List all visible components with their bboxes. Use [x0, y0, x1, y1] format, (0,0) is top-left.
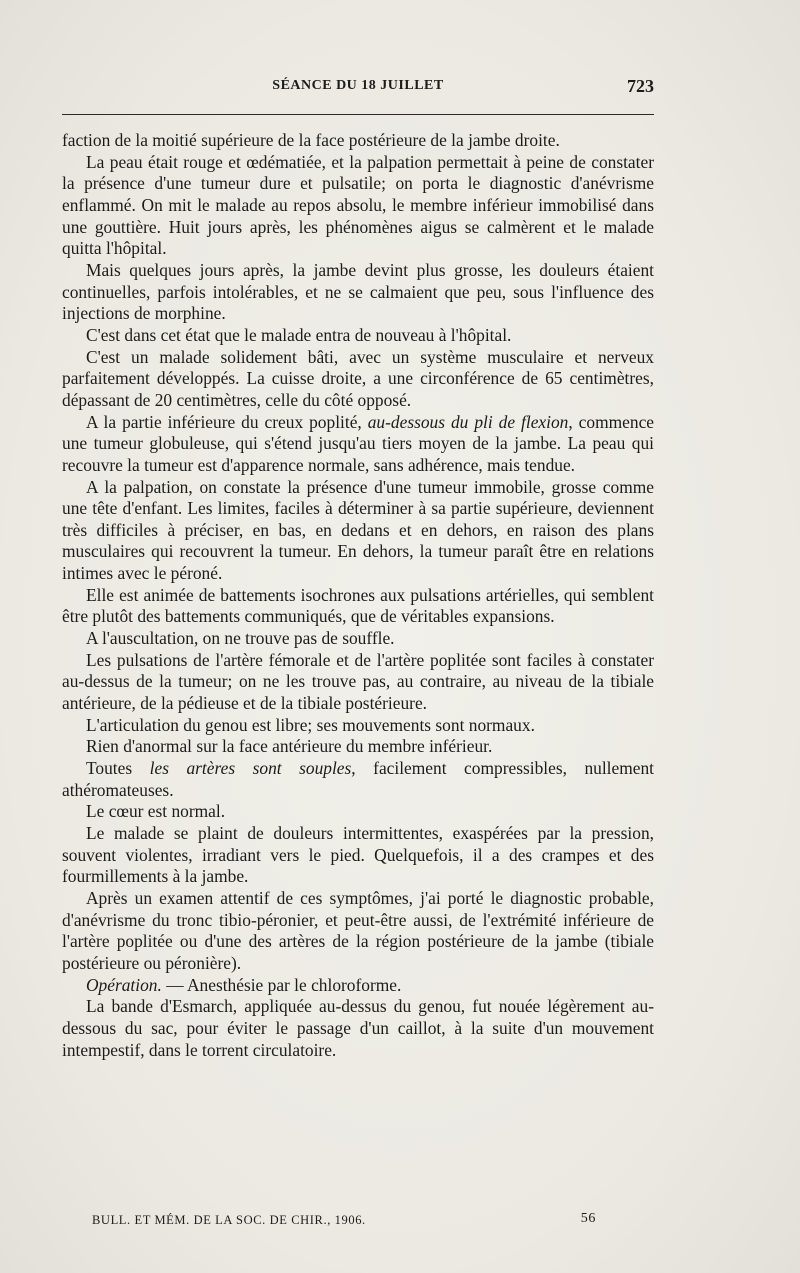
- signature-mark: 56: [580, 1211, 596, 1226]
- page-number: 723: [627, 76, 654, 96]
- paragraph: [62, 823, 654, 888]
- text-run: Le cœur est normal.: [86, 801, 226, 822]
- paragraph: [62, 347, 654, 412]
- body-text: [62, 130, 654, 1061]
- text-run: , commence une tumeur globuleuse, qui s'étend jusqu'au tiers moyen de la jambe. La peau qui recouvre la tumeur est d'apparence normale, sans adhérence, mais tendue.: [62, 411, 655, 475]
- paragraph: [62, 736, 654, 758]
- paragraph: [62, 888, 654, 975]
- paragraph: [62, 130, 654, 152]
- text-run: L'articulation du genou est libre; ses mouvements sont normaux.: [86, 714, 535, 735]
- text-run: Les pulsations de l'artère fémorale et de l'artère poplitée sont faciles à constater au-dessus de la tumeur; on ne les trouve pas, au contraire, au niveau de la tibiale antérieure, de la pédieuse et de la tibiale postérieure.: [62, 649, 654, 714]
- paragraph: [62, 996, 654, 1061]
- paragraph: [62, 412, 654, 477]
- header-rule: [62, 114, 654, 115]
- text-run: Toutes: [86, 758, 150, 779]
- text-run: Le malade se plaint de douleurs intermittentes, exaspérées par la pression, souvent violentes, irradiant vers le pied. Quelquefois, il a des crampes et des fourmillements à la jambe.: [62, 823, 654, 887]
- italic-text: Opération.: [86, 974, 162, 995]
- text-run: Elle est animée de battements isochrones aux pulsations artérielles, qui semblent être plutôt des battements communiqués, que de véritables expansions.: [62, 584, 654, 627]
- text-run: Rien d'anormal sur la face antérieure du membre inférieur.: [86, 736, 493, 757]
- paragraph: [62, 628, 654, 650]
- paragraph: [62, 585, 654, 628]
- text-run: A la partie inférieure du creux poplité,: [86, 411, 368, 432]
- paragraph: [62, 477, 654, 585]
- text-run: C'est dans cet état que le malade entra de nouveau à l'hôpital.: [86, 324, 512, 345]
- running-head: SÉANCE DU 18 JUILLET: [272, 78, 444, 93]
- page-footer: [92, 1213, 654, 1228]
- paragraph: [62, 715, 654, 737]
- text-run: Après un examen attentif de ces symptômes, j'ai porté le diagnostic probable, d'anévrisme du tronc tibio-péronier, et peut-être aussi, de l'extrémité inférieure de l'artère poplitée ou d'une des artères de la région postérieure de la jambe (tibiale postérieure ou péronière).: [62, 887, 654, 973]
- paragraph: [62, 325, 654, 347]
- paragraph: [62, 975, 654, 997]
- footer-citation: BULL. ET MÉM. DE LA SOC. DE CHIR., 1906.: [92, 1213, 366, 1227]
- text-run: A la palpation, on constate la présence d'une tumeur immobile, grosse comme une tête d'enfant. Les limites, faciles à déterminer à sa partie supérieure, deviennent très difficiles à préciser, en bas, en dedans et en dehors, en raison des plans musculaires qui recouvrent la tumeur. En dehors, la tumeur paraît être en relations intimes avec le péroné.: [62, 476, 654, 584]
- italic-text: les artères sont souples: [149, 758, 352, 779]
- text-run: Mais quelques jours après, la jambe devint plus grosse, les douleurs étaient continuelles, parfois intolérables, et ne se calmaient que peu, sous l'influence des injections de morphine.: [62, 259, 654, 324]
- text-run: C'est un malade solidement bâti, avec un système musculaire et nerveux parfaitement développés. La cuisse droite, a une circonférence de 65 centimètres, dépassant de 20 centimètres, celle du côté opposé.: [62, 346, 654, 410]
- italic-text: au-dessous du pli de flexion: [367, 411, 569, 432]
- paragraph: [62, 650, 654, 715]
- paragraph: [62, 758, 654, 801]
- text-run: — Anesthésie par le chloroforme.: [161, 974, 402, 995]
- paragraph: [62, 152, 654, 260]
- paragraph: [62, 260, 654, 325]
- text-run: faction de la moitié supérieure de la face postérieure de la jambe droite.: [62, 130, 560, 150]
- page-header: [62, 76, 654, 98]
- text-run: A l'auscultation, on ne trouve pas de souffle.: [86, 628, 395, 649]
- text-run: , facilement compressibles, nullement athéromateuses.: [62, 758, 654, 800]
- text-run: La bande d'Esmarch, appliquée au-dessus du genou, fut nouée légèrement au-dessous du sac, pour éviter le passage d'un caillot, à la suite d'un mouvement intempestif, dans le torrent circulatoire.: [62, 996, 654, 1060]
- text-run: La peau était rouge et œdématiée, et la palpation permettait à peine de constater la présence d'une tumeur dure et pulsatile; on porta le diagnostic d'anévrisme enflammé. On mit le malade au repos absolu, le membre inférieur immobilisé dans une gouttière. Huit jours après, les phénomènes aigus se calmèrent et le malade quitta l'hôpital.: [62, 151, 654, 259]
- paragraph: [62, 801, 654, 823]
